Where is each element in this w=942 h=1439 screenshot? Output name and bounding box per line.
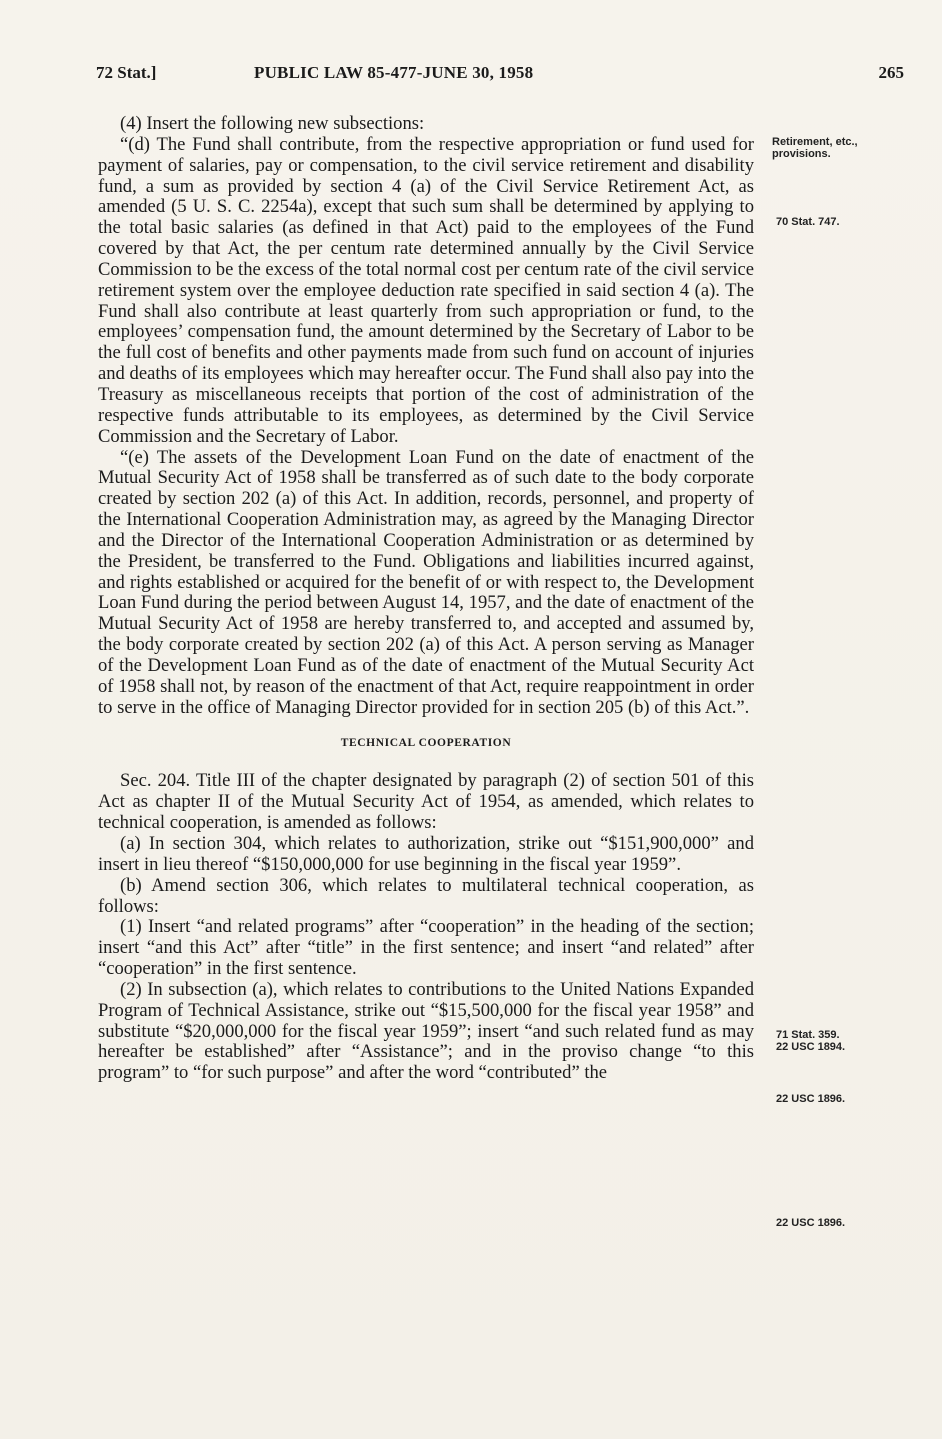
margin-note-71-stat-line2: 22 USC 1894. (776, 1041, 846, 1053)
margin-note-retirement-line2: provisions. (772, 148, 831, 160)
paragraph-b-2: (2) In subsection (a), which relates to contributions to the United Nations Expanded Program of Technical Assistance, strike out “$15,500,000 for the fiscal year 1958” and substitute “$20,000,000 for the fiscal year 1959”; insert “and such related fund as may hereafter be established” after “Assistance”; and in the proviso change “to this program” to “for such purpose” and after the word “contributed” the (98, 978, 754, 1084)
paragraph-sec-204: Sec. 204. Title III of the chapter designated by paragraph (2) of section 501 of this Act as chapter II of the Mutual Security Act of 1954, as amended, which relates to technical cooperation, is amended as follows: (98, 770, 754, 834)
paragraph-subsection-e: “(e) The assets of the Development Loan Fund on the date of enactment of the Mutual Security Act of 1958 shall be transferred as of such date to the body corporate created by section 202 (a) of this Act. In addition, records, personnel, and property of the International Cooperation Administration may, as agreed by the Managing Director and the Director of the International Cooperation Administration or as determined by the President, be transferred to the Fund. Obligations and liabilities incurred against, and rights established or acquired for the benefit of or with respect to, the Development Loan Fund during the period between August 14, 1957, and the date of enactment of the Mutual Security Act of 1958 are hereby transferred to, and accepted and assumed by, the body corporate created by section 202 (a) of this Act. A person serving as Manager of the Development Loan Fund as of the date of enactment of the Mutual Security Act of 1958 shall not, by reason of the enactment of that Act, require reappointment in order to serve in the office of Managing Director provided for in section 205 (b) of this Act.”. (98, 446, 754, 718)
section-heading: TECHNICAL COOPERATION (340, 737, 512, 750)
paragraph-b-1: (1) Insert “and related programs” after “cooperation” in the heading of the section; insert “and this Act” after “title” in the first sentence; and insert “and related” after “cooperation” in the first sentence. (98, 916, 754, 980)
margin-note-22-usc-1896-b: 22 USC 1896. (776, 1217, 846, 1229)
paragraph-subsection-d: “(d) The Fund shall contribute, from the respective appropriation or fund used for payment of salaries, pay or compensation, to the civil service retirement and disability fund, a sum as provided by section 4 (a) of the Civil Service Retirement Act, as amended (5 U. S. C. 2254a), except that such sum shall be determined by applying to the total basic salaries (as defined in that Act) paid to the employees of the Fund covered by that Act, the per centum rate determined annually by the Civil Service Commission to be the excess of the total normal cost per centum rate of the civil service retirement system over the employee deduction rate specified in said section 4 (a). The Fund shall also contribute at least quarterly from such appropriation or fund, to the employees’ compensation fund, the amount determined by the Secretary of Labor to be the full cost of benefits and other payments made from such fund on account of injuries and deaths of its employees which may hereafter occur. The Fund shall also pay into the Treasury as miscellaneous receipts that portion of the cost of administration of the respective funds attributable to its employees, as determined by the Civil Service Commission and the Secretary of Labor. (98, 133, 754, 447)
margin-note-70-stat: 70 Stat. 747. (776, 216, 840, 228)
margin-note-71-stat (776, 1029, 845, 1053)
paragraph-a: (a) In section 304, which relates to authorization, strike out “$151,900,000” and insert in lieu thereof “$150,000,000 for use beginning in the fiscal year 1959”. (98, 833, 754, 875)
paragraph-4: (4) Insert the following new subsections: (120, 113, 425, 134)
margin-note-71-stat-line1: 71 Stat. 359. (776, 1029, 840, 1041)
paragraph-b: (b) Amend section 306, which relates to multilateral technical cooperation, as follows: (98, 874, 754, 917)
margin-note-22-usc-1896-a: 22 USC 1896. (776, 1093, 846, 1105)
body-text (98, 114, 754, 1084)
margin-note-retirement (772, 136, 858, 160)
margin-note-retirement-line1: Retirement, etc., (772, 136, 858, 148)
page-number: 265 (878, 63, 904, 82)
header-title: PUBLIC LAW 85-477-JUNE 30, 1958 (254, 63, 534, 82)
margin-notes (770, 0, 930, 1439)
header-citation: 72 Stat.] (96, 63, 157, 82)
